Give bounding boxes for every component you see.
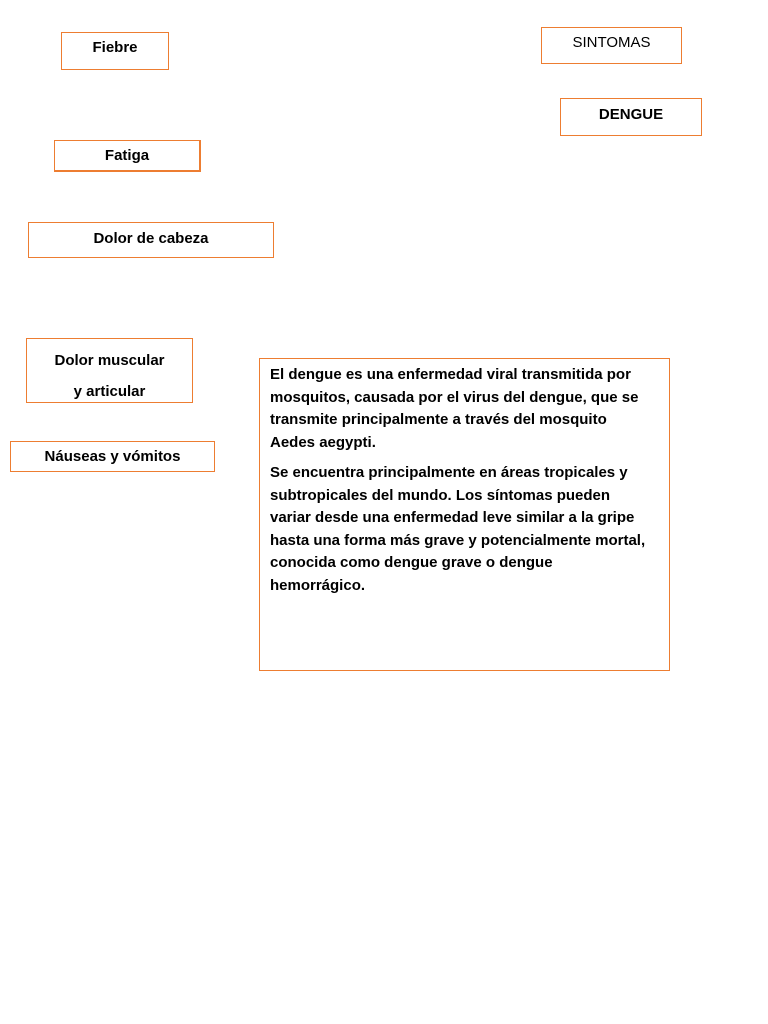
symptom-label-fatiga: Fatiga bbox=[104, 147, 150, 164]
symptom-box-dolor-muscular bbox=[26, 338, 193, 403]
dengue-description-box bbox=[259, 358, 670, 671]
symptom-label-dolor-cabeza: Dolor de cabeza bbox=[93, 230, 209, 247]
dengue-title: DENGUE bbox=[598, 106, 664, 123]
sintomas-title-box bbox=[541, 27, 682, 64]
symptom-label-dolor-muscular-line1: Dolor muscular bbox=[54, 352, 165, 369]
symptom-label-nauseas: Náuseas y vómitos bbox=[44, 448, 181, 465]
description-paragraph-1: El dengue es una enfermedad viral transmitida por mosquitos, causada por el virus del dengue, que se transmite principalmente a través del mosquito Aedes aegypti. bbox=[270, 366, 639, 451]
sintomas-title: SINTOMAS bbox=[572, 34, 651, 51]
dengue-title-box bbox=[560, 98, 702, 136]
symptom-label-dolor-muscular-line2: y articular bbox=[73, 383, 146, 400]
description-paragraph-2: Se encuentra principalmente en áreas tropicales y subtropicales del mundo. Los síntomas pueden variar desde una enfermedad leve similar a la gripe hasta una forma más grave y potencialmente mortal, conocida como dengue grave o dengue hemorrágico. bbox=[270, 464, 646, 594]
symptom-label-fiebre: Fiebre bbox=[92, 39, 138, 56]
symptom-box-fatiga bbox=[54, 140, 201, 172]
symptom-box-nauseas bbox=[10, 441, 215, 472]
symptom-box-fiebre bbox=[61, 32, 169, 70]
symptom-box-dolor-cabeza bbox=[28, 222, 274, 258]
